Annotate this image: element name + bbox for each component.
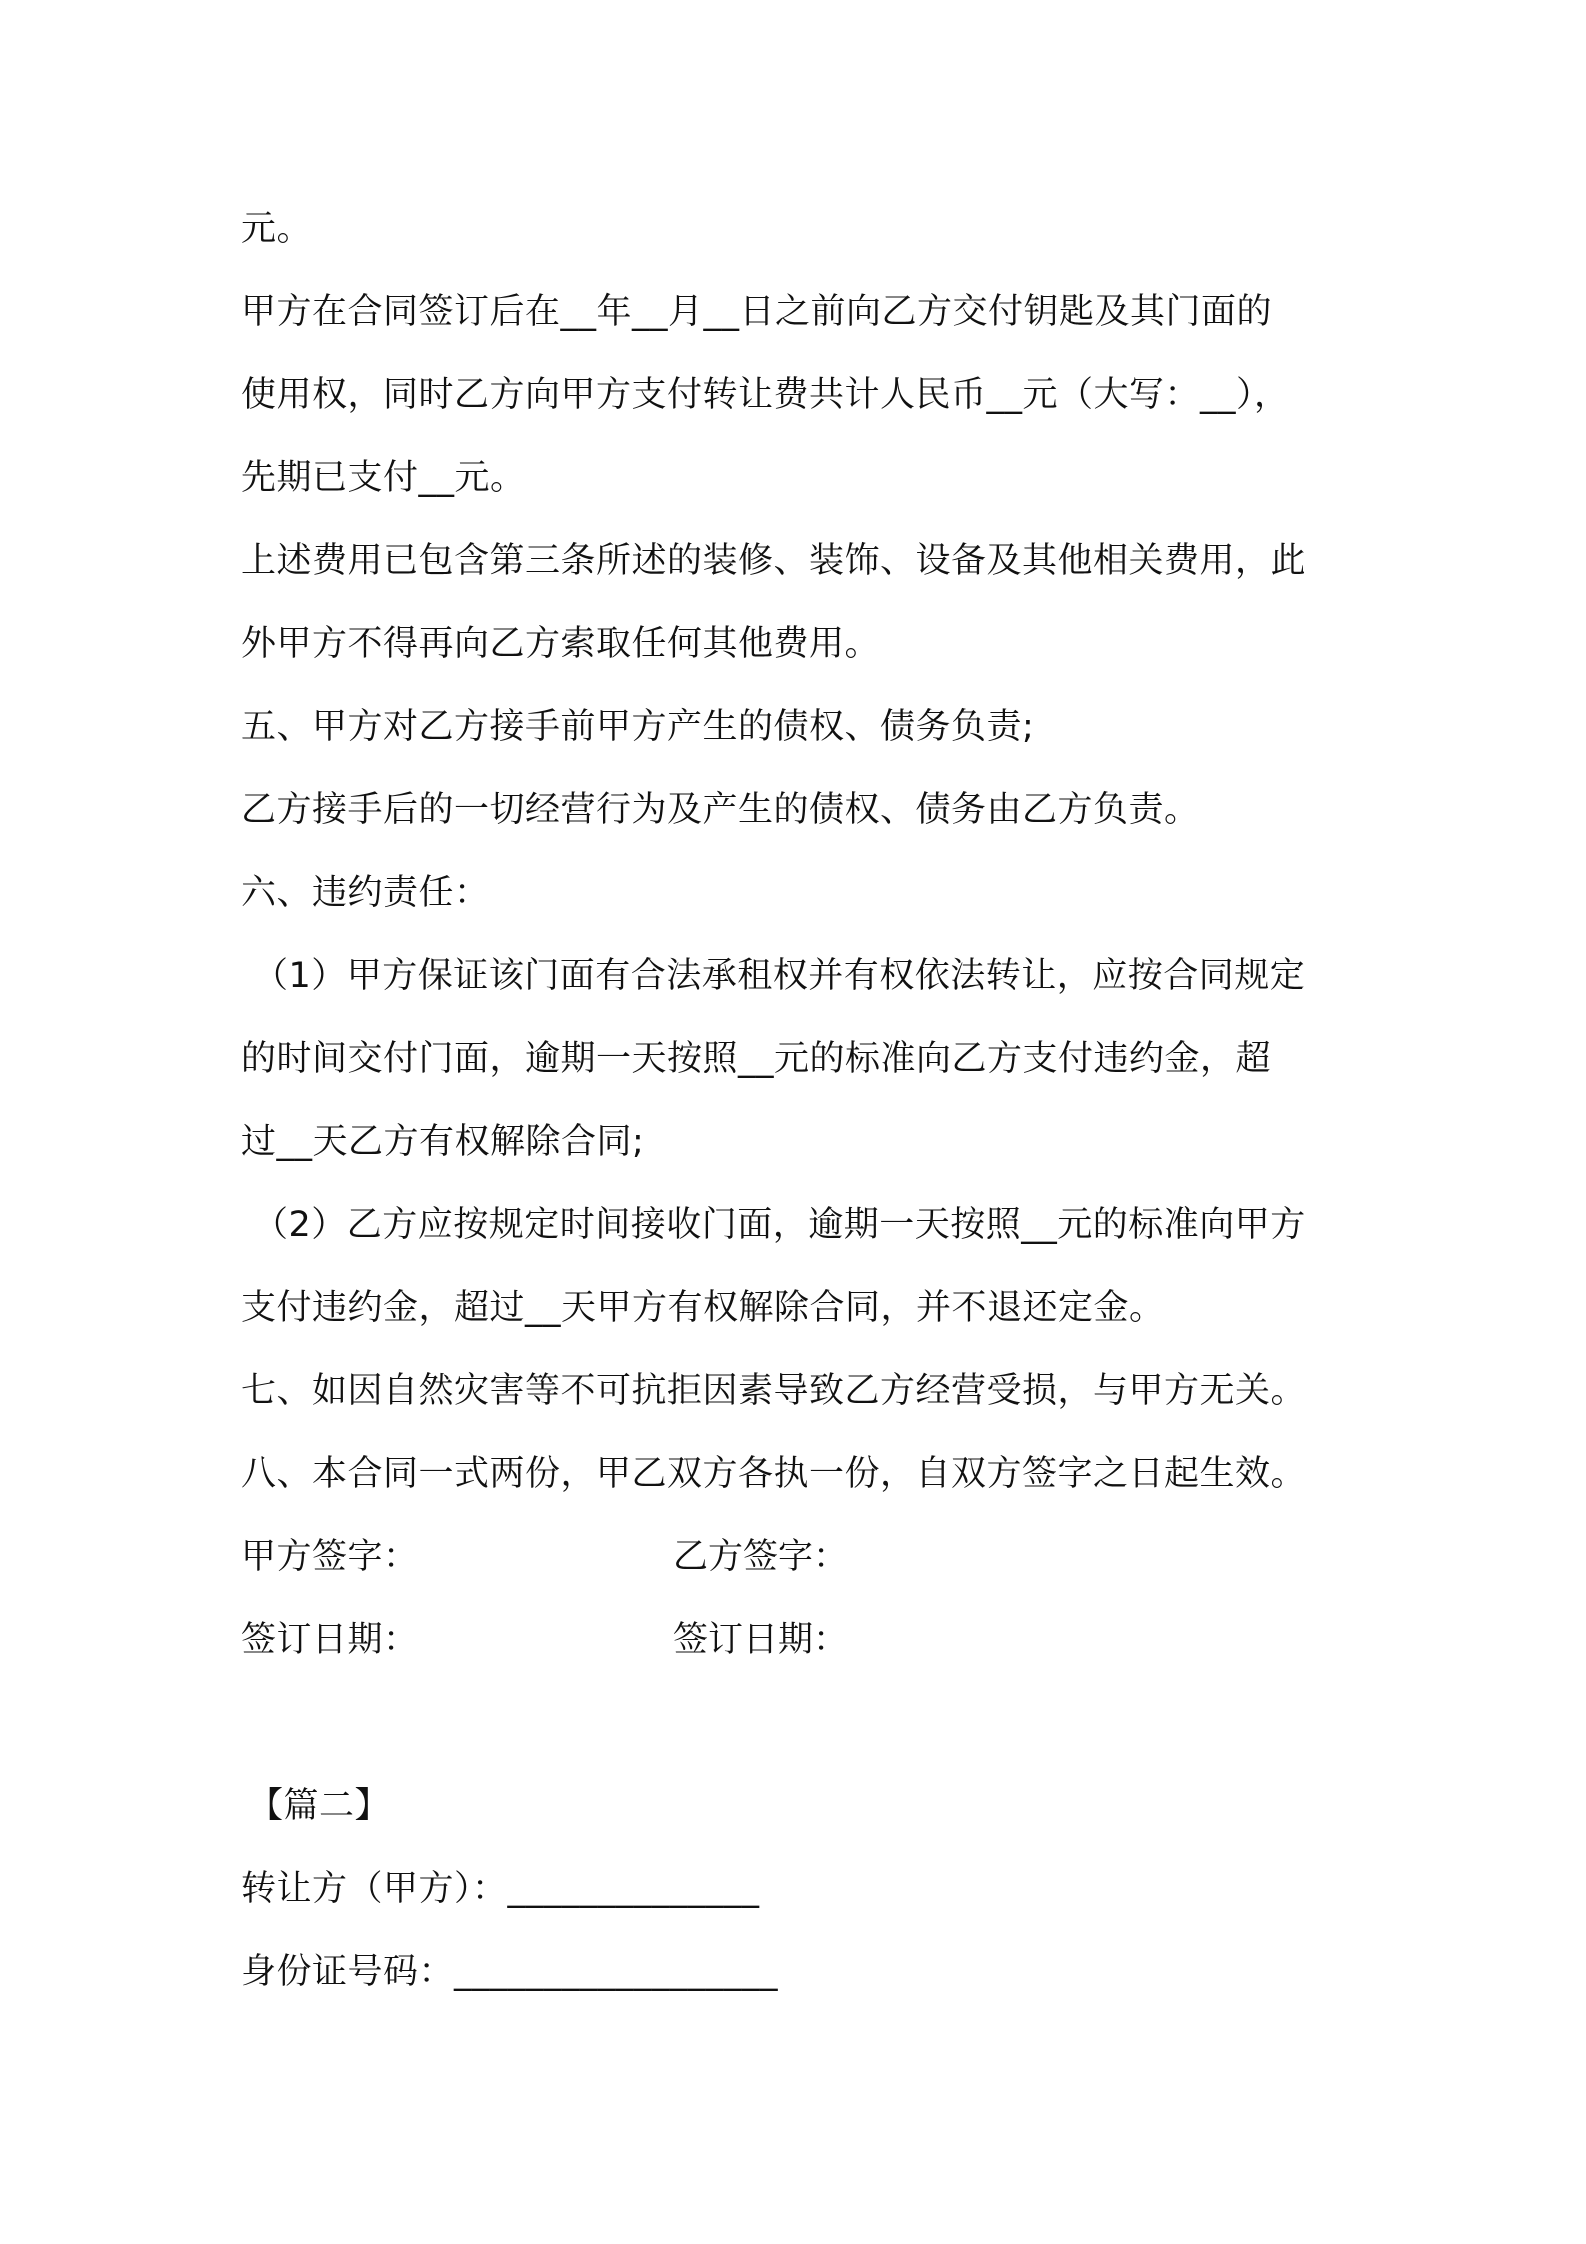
clause-six-item-2-line-2: 支付违约金，超过__天甲方有权解除合同，并不退还定金。 — [241, 1288, 1165, 1328]
clause-five-line-2: 乙方接手后的一切经营行为及产生的债权、债务由乙方负责。 — [241, 790, 1200, 830]
transferor-field: 转让方（甲方）：______________ — [241, 1869, 760, 1909]
party-b-date-label: 签订日期： — [673, 1620, 849, 1660]
clause-six-item-1-line-1: （1）甲方保证该门面有合法承租权并有权依法转让，应按合同规定 — [253, 956, 1306, 996]
party-a-signature-label: 甲方签字： — [241, 1537, 419, 1577]
text-line-1: 元。 — [241, 209, 313, 249]
clause-five-line-1: 五、甲方对乙方接手前甲方产生的债权、债务负责; — [241, 707, 1035, 747]
text-line-2: 甲方在合同签订后在__年__月__日之前向乙方交付钥匙及其门面的 — [241, 292, 1273, 332]
clause-eight: 八、本合同一式两份，甲乙双方各执一份，自双方签字之日起生效。 — [241, 1454, 1307, 1494]
clause-seven: 七、如因自然灾害等不可抗拒因素导致乙方经营受损，与甲方无关。 — [241, 1371, 1307, 1411]
party-b-signature-label: 乙方签字： — [673, 1537, 849, 1577]
text-line-5: 上述费用已包含第三条所述的装修、装饰、设备及其他相关费用，此 — [241, 541, 1307, 581]
clause-six-item-2-line-1: （2）乙方应按规定时间接收门面，逾期一天按照__元的标准向甲方 — [253, 1205, 1306, 1245]
text-line-3: 使用权，同时乙方向甲方支付转让费共计人民币__元（大写：__）， — [241, 375, 1290, 415]
clause-six-item-1-line-2: 的时间交付门面，逾期一天按照__元的标准向乙方支付违约金，超 — [241, 1039, 1272, 1079]
id-number-field: 身份证号码：__________________ — [241, 1952, 779, 1992]
text-line-4: 先期已支付__元。 — [241, 458, 526, 498]
clause-six-item-1-line-3: 过__天乙方有权解除合同; — [241, 1122, 645, 1162]
section-two-heading: 【篇二】 — [248, 1786, 391, 1826]
party-a-date-label: 签订日期： — [241, 1620, 419, 1660]
clause-six-heading: 六、违约责任： — [241, 873, 490, 913]
text-line-6: 外甲方不得再向乙方索取任何其他费用。 — [241, 624, 881, 664]
